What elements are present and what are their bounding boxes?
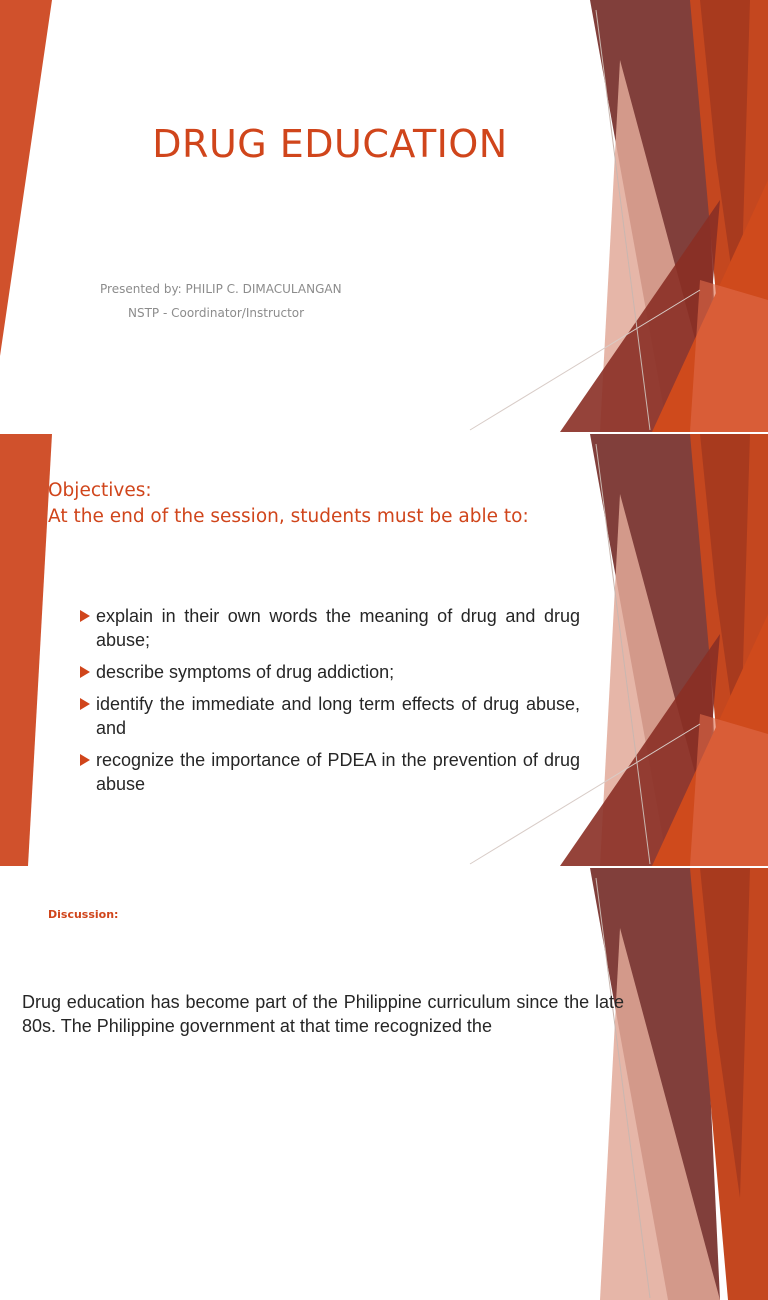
- objective-text: recognize the importance of PDEA in the prevention of drug abuse: [96, 750, 580, 794]
- objectives-heading: [48, 478, 529, 530]
- objectives-list: [78, 604, 580, 804]
- discussion-heading: Discussion:: [48, 908, 119, 921]
- objectives-heading-line1: Objectives:: [48, 480, 152, 501]
- triangle-bullet-icon: [80, 754, 90, 766]
- triangle-bullet-icon: [80, 698, 90, 710]
- list-item: [78, 692, 580, 740]
- objective-text: describe symptoms of drug addiction;: [96, 662, 395, 682]
- triangle-bullet-icon: [80, 666, 90, 678]
- objective-text: identify the immediate and long term effects of drug abuse, and: [96, 694, 580, 738]
- list-item: [78, 660, 580, 684]
- discussion-body: Drug education has become part of the Philippine curriculum since the late 80s. The Philippine government at that time recognized the: [22, 992, 624, 1036]
- objective-text: explain in their own words the meaning of drug and drug abuse;: [96, 606, 580, 650]
- objectives-heading-line2: At the end of the session, students must be able to:: [48, 506, 529, 527]
- presenter-role: NSTP - Coordinator/Instructor: [128, 306, 305, 320]
- facet-decoration: [0, 868, 768, 1300]
- presenter-name: Presented by: PHILIP C. DIMACULANGAN: [100, 282, 342, 296]
- presentation-title: DRUG EDUCATION: [152, 122, 508, 166]
- objectives-slide: [0, 434, 768, 866]
- discussion-slide: [0, 868, 768, 1036]
- facet-decoration: [0, 0, 768, 432]
- title-slide: [0, 0, 768, 432]
- list-item: [78, 748, 580, 796]
- triangle-bullet-icon: [80, 610, 90, 622]
- list-item: [78, 604, 580, 652]
